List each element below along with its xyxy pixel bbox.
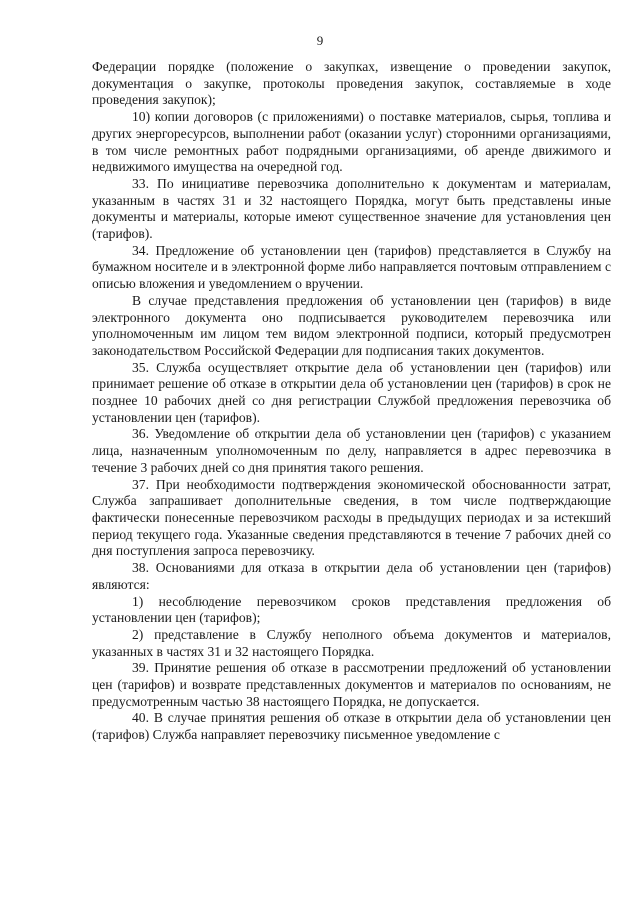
paragraph: 2) представление в Службу неполного объема документов и материалов, указанных в частях 31 и 32 настоящего Порядка. [92,626,611,659]
document-body [92,59,611,744]
paragraph: В случае представления предложения об установлении цен (тарифов) в виде электронного документа оно подписывается руководителем перевозчика или уполномоченным им лицом тем видом электронной подписи, который предусмотрен законодательством Российской Федерации для подписания таких документов. [92,292,611,358]
paragraph: Федерации порядке (положение о закупках, извещение о проведении закупок, документация о закупке, протоколы проведения закупок, составляемые в ходе проведения закупок); [92,59,611,108]
paragraph: 37. При необходимости подтверждения экономической обоснованности затрат, Служба запрашивает дополнительные сведения, в том числе подтверждающие фактически понесенные перевозчиком расходы в предыдущих периодах и за истекший период текущего года. Указанные сведения представляются в течение 7 рабочих дней со дня поступления запроса перевозчику. [92,476,611,559]
page-number: 9 [316,33,324,48]
paragraph: 39. Принятие решения об отказе в рассмотрении предложений об установлении цен (тарифов) и возврате представленных документов и материалов по основаниям, не предусмотренным частью 38 настоящего Порядка, не допускается. [92,660,611,709]
paragraph: 35. Служба осуществляет открытие дела об установлении цен (тарифов) или принимает решение об отказе в открытии дела об установлении цен (тарифов) в срок не позднее 10 рабочих дней со дня регистрации Службой предложения перевозчика об установлении цен (тарифов). [92,359,611,425]
paragraph: 40. В случае принятия решения об отказе в открытии дела об установлении цен (тарифов) Служба направляет перевозчику письменное уведомление с [92,710,611,743]
paragraph: 1) несоблюдение перевозчиком сроков представления предложения об установлении цен (тарифов); [92,593,611,626]
paragraph: 10) копии договоров (с приложениями) о поставке материалов, сырья, топлива и других энергоресурсов, выполнении работ (оказании услуг) сторонними организациями, в том числе ремонтных работ подрядными организациями, об аренде движимого и недвижимого имущества на очередной год. [92,109,611,175]
paragraph: 36. Уведомление об открытии дела об установлении цен (тарифов) с указанием лица, назначенным уполномоченным по делу, направляется в адрес перевозчика в течение 3 рабочих дней со дня принятия такого решения. [92,426,611,475]
paragraph: 33. По инициативе перевозчика дополнительно к документам и материалам, указанным в частях 31 и 32 настоящего Порядка, могут быть представлены иные документы и материалы, которые имеют существенное значение для установления цен (тарифов). [92,175,611,242]
paragraph: 38. Основаниями для отказа в открытии дела об установлении цен (тарифов) являются: [92,560,611,592]
paragraph: 34. Предложение об установлении цен (тарифов) представляется в Службу на бумажном носителе и в электронной форме либо направляется почтовым отправлением с описью вложения и уведомлением о вручении. [92,242,611,292]
